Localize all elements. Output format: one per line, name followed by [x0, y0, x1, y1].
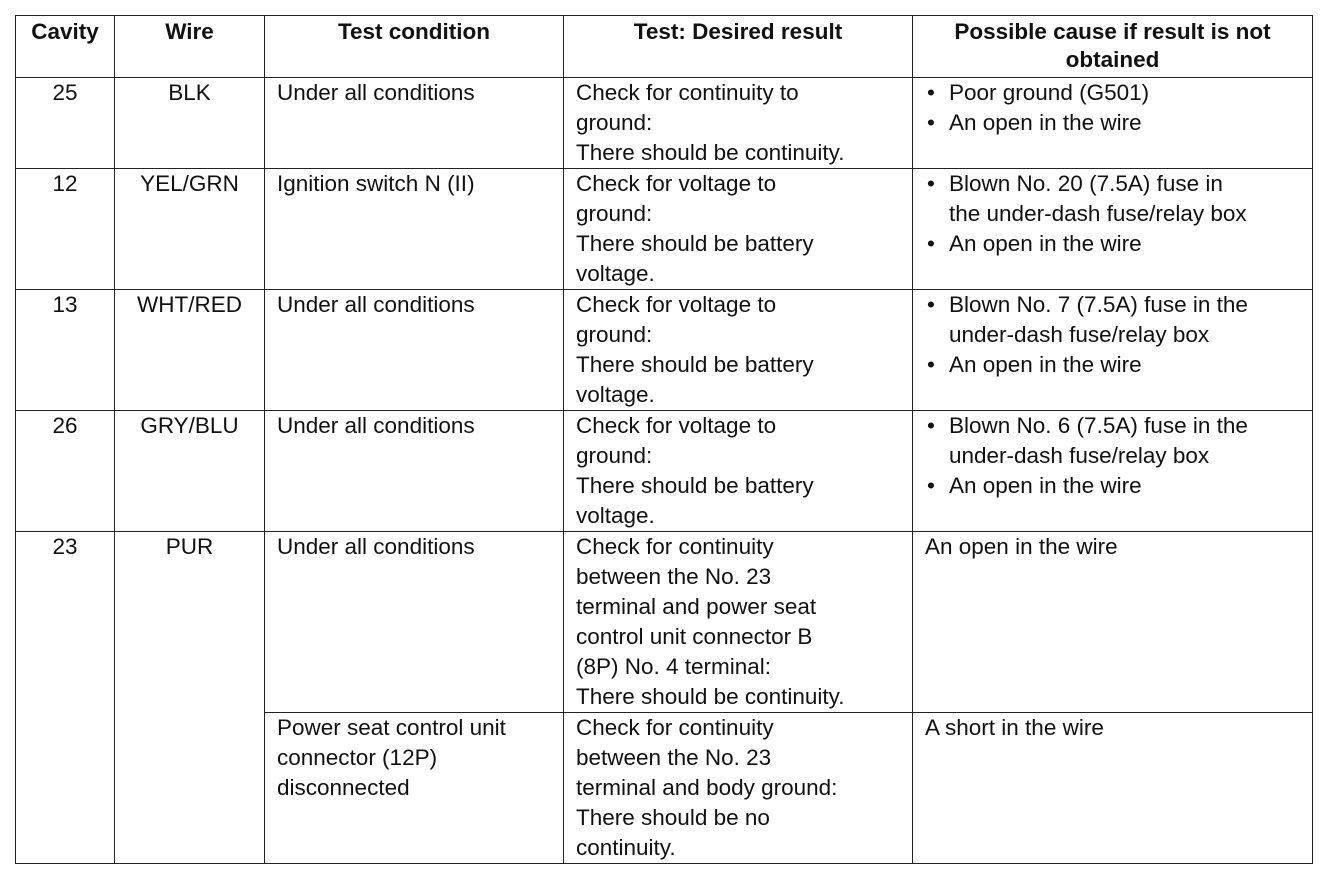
cause-line: under-dash fuse/relay box — [949, 443, 1210, 468]
result-line: There should be no — [576, 805, 770, 830]
result-line: Check for voltage to — [576, 292, 777, 317]
header-test-condition: Test condition — [265, 16, 564, 78]
cause-cell — [913, 532, 1313, 713]
condition-line: disconnected — [277, 775, 410, 800]
bullet-icon: • — [927, 231, 935, 256]
result-line: There should be battery — [576, 352, 814, 377]
cause-cell — [913, 290, 1313, 411]
cause-line: An open in the wire — [949, 231, 1142, 256]
cause-cell — [913, 713, 1313, 864]
result-line: Check for voltage to — [576, 171, 777, 196]
cause-line: An open in the wire — [949, 110, 1142, 135]
bullet-icon: • — [927, 352, 935, 377]
header-row — [16, 16, 1313, 78]
result-line: terminal and body ground: — [576, 775, 838, 800]
result-line: control unit connector B — [576, 624, 813, 649]
condition-cell — [265, 78, 564, 169]
bullet-icon: • — [927, 171, 935, 196]
wire-cell: PUR — [115, 532, 265, 864]
condition-line: Under all conditions — [277, 292, 475, 317]
result-line: Check for voltage to — [576, 413, 777, 438]
condition-cell — [265, 290, 564, 411]
result-line: between the No. 23 — [576, 745, 772, 770]
condition-line: Power seat control unit — [277, 715, 506, 740]
cause-bullet-item — [925, 411, 1310, 471]
wiring-test-table — [15, 15, 1313, 864]
condition-cell — [265, 532, 564, 713]
bullet-icon: • — [927, 292, 935, 317]
header-cavity: Cavity — [16, 16, 115, 78]
condition-line: Under all conditions — [277, 413, 475, 438]
result-line: ground: — [576, 110, 653, 135]
cause-bullet-item — [925, 290, 1310, 350]
cavity-cell: 23 — [16, 532, 115, 864]
wire-cell: BLK — [115, 78, 265, 169]
header-desired-result: Test: Desired result — [564, 16, 913, 78]
cause-cell — [913, 78, 1313, 169]
wire-cell: WHT/RED — [115, 290, 265, 411]
result-line: ground: — [576, 322, 653, 347]
result-cell — [564, 169, 913, 290]
cause-line: under-dash fuse/relay box — [949, 322, 1210, 347]
condition-line: connector (12P) — [277, 745, 438, 770]
cavity-cell: 25 — [16, 78, 115, 169]
cause-line: A short in the wire — [925, 715, 1104, 740]
condition-line: Under all conditions — [277, 80, 475, 105]
result-line: ground: — [576, 201, 653, 226]
table-row — [16, 169, 1313, 290]
cause-line: An open in the wire — [925, 534, 1118, 559]
header-cause-line-1: Possible cause if result is not — [954, 19, 1271, 44]
cause-line: An open in the wire — [949, 473, 1142, 498]
result-cell — [564, 290, 913, 411]
cause-cell — [913, 411, 1313, 532]
cause-bullet-item — [925, 350, 1310, 380]
cause-bullet-item — [925, 471, 1310, 501]
wire-cell: YEL/GRN — [115, 169, 265, 290]
cavity-cell: 13 — [16, 290, 115, 411]
cause-line: Poor ground (G501) — [949, 80, 1150, 105]
cause-line: Blown No. 6 (7.5A) fuse in the — [949, 413, 1248, 438]
result-cell — [564, 532, 913, 713]
result-cell — [564, 713, 913, 864]
result-line: There should be continuity. — [576, 140, 845, 165]
cause-line: the under-dash fuse/relay box — [949, 201, 1247, 226]
result-line: voltage. — [576, 382, 655, 407]
result-line: between the No. 23 — [576, 564, 772, 589]
cause-line: Blown No. 7 (7.5A) fuse in the — [949, 292, 1248, 317]
bullet-icon: • — [927, 413, 935, 438]
result-cell — [564, 411, 913, 532]
cause-line: Blown No. 20 (7.5A) fuse in — [949, 171, 1223, 196]
bullet-icon: • — [927, 80, 935, 105]
result-line: voltage. — [576, 261, 655, 286]
bullet-icon: • — [927, 473, 935, 498]
result-line: voltage. — [576, 503, 655, 528]
result-line: (8P) No. 4 terminal: — [576, 654, 772, 679]
result-line: ground: — [576, 443, 653, 468]
cause-bullet-item — [925, 78, 1310, 108]
bullet-icon: • — [927, 110, 935, 135]
cause-bullet-item — [925, 229, 1310, 259]
result-line: There should be continuity. — [576, 684, 845, 709]
wire-cell: GRY/BLU — [115, 411, 265, 532]
cause-bullet-item — [925, 108, 1310, 138]
result-cell — [564, 78, 913, 169]
table-row — [16, 532, 1313, 713]
result-line: continuity. — [576, 835, 676, 860]
result-line: There should be battery — [576, 473, 814, 498]
cavity-cell: 12 — [16, 169, 115, 290]
table-row — [16, 290, 1313, 411]
result-line: Check for continuity to — [576, 80, 799, 105]
header-cause-line-2: obtained — [1065, 47, 1160, 72]
condition-line: Under all conditions — [277, 534, 475, 559]
cause-cell — [913, 169, 1313, 290]
header-wire: Wire — [115, 16, 265, 78]
condition-line: Ignition switch N (II) — [277, 171, 475, 196]
header-possible-cause — [913, 16, 1313, 78]
table-row — [16, 411, 1313, 532]
cause-line: An open in the wire — [949, 352, 1142, 377]
result-line: Check for continuity — [576, 715, 774, 740]
result-line: terminal and power seat — [576, 594, 817, 619]
condition-cell — [265, 169, 564, 290]
wiring-test-table-container — [15, 15, 1313, 864]
table-row — [16, 78, 1313, 169]
condition-cell — [265, 713, 564, 864]
cavity-cell: 26 — [16, 411, 115, 532]
condition-cell — [265, 411, 564, 532]
result-line: Check for continuity — [576, 534, 774, 559]
result-line: There should be battery — [576, 231, 814, 256]
cause-bullet-item — [925, 169, 1310, 229]
